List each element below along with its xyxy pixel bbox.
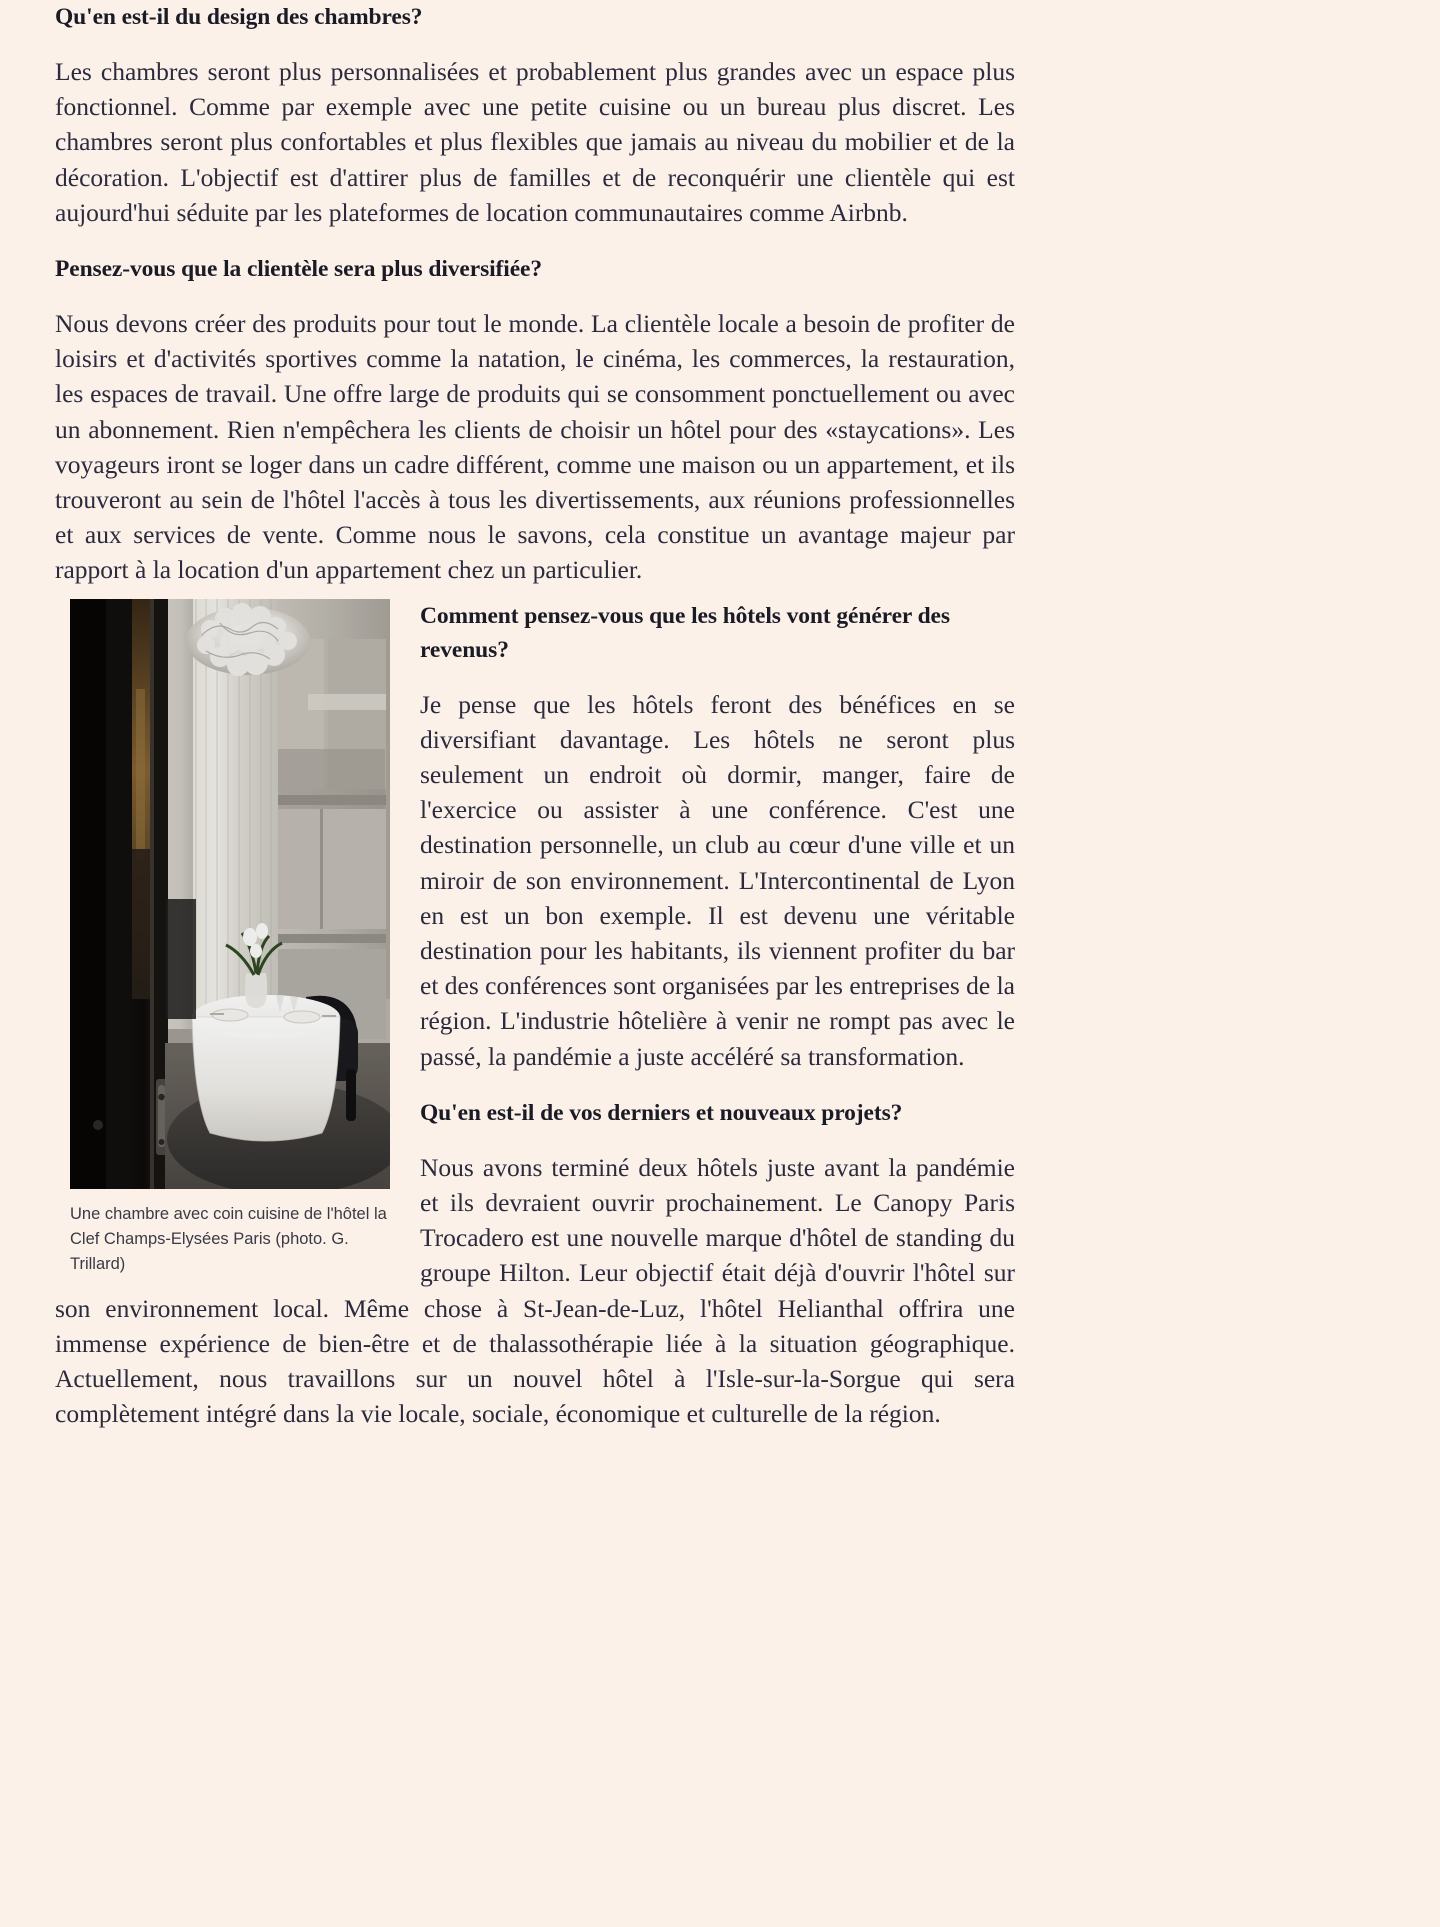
- question-heading-3: Comment pensez-vous que les hôtels vont générer des revenus?: [420, 602, 950, 663]
- answer-paragraph-2: Nous devons créer des produits pour tout le monde. La clientèle locale a besoin de profiter de loisirs et d'activités sportives comme la natation, le cinéma, les commerces, la restauration, les espaces de travail. Une offre large de produits qui se consomment ponctuellement ou avec un abonnement. Rien n'empêchera les clients de choisir un hôtel pour des «staycations». Les voyageurs iront se loger dans un cadre différent, comme une maison ou un appartement, et ils trouveront au sein de l'hôtel l'accès à tous les divertissements, aux réunions professionnelles et aux services de vente. Comme nous le savons, cela constitue un avantage majeur par rapport à la location d'un appartement chez un particulier.: [55, 309, 1015, 585]
- spacer: [55, 286, 1015, 306]
- question-heading-2: Pensez-vous que la clientèle sera plus diversifiée?: [55, 256, 543, 283]
- hotel-room-photo: [70, 599, 390, 1189]
- question-heading-1: Qu'en est-il du design des chambres?: [55, 4, 423, 30]
- answer-paragraph-3: Je pense que les hôtels feront des bénéfices en se diversifiant davantage. Les hôtels ne seront plus seulement un endroit où dormir, manger, faire de l'exercice ou assister à une conférence. C'est une destination personnelle, un club au cœur d'une ville et un miroir de son environnement. L'Intercontinental de Lyon en est un bon exemple. Il est devenu une véritable destination pour les habitants, ils viennent profiter du bar et des conférences sont organisées par les entreprises de la région. L'industrie hôtelière à venir ne rompt pas avec le passé, la pandémie a juste accéléré sa transformation.: [420, 689, 1016, 1071]
- figure-caption: Une chambre avec coin cuisine de l'hôtel la Clef Champs-Elysées Paris (photo. G. Trillard): [70, 1204, 387, 1273]
- answer-paragraph-1: Les chambres seront plus personnalisées et probablement plus grandes avec un espace plus fonctionnel. Comme par exemple avec une petite cuisine ou un bureau plus discret. Les chambres seront plus confortables et plus flexibles que jamais au niveau du mobilier et de la décoration. L'objectif est d'attirer plus de familles et de reconquérir une clientèle qui est aujourd'hui séduite par les plateformes de location communautaires comme Airbnb.: [55, 57, 1015, 227]
- spacer: [55, 34, 1015, 54]
- question-heading-4: Qu'en est-il de vos derniers et nouveaux projets?: [420, 1099, 903, 1126]
- article-figure: [70, 599, 390, 1277]
- hotel-room-photo-graphic: [70, 599, 390, 1189]
- spacer: [55, 230, 1015, 252]
- answer-paragraph-4: Nous avons terminé deux hôtels juste avant la pandémie et ils devraient ouvrir prochainement. Le Canopy Paris Trocadero est une nouvelle marque d'hôtel de standing du groupe Hilton. Leur objectif était déjà d'ouvrir l'hôtel sur son environnement local. Même chose à St-Jean-de-Luz, l'hôtel Helianthal offrira une immense expérience de bien-être et de thalassothérapie liée à la situation géographique. Actuellement, nous travaillons sur un nouvel hôtel à l'Isle-sur-la-Sorgue qui sera complètement intégré dans la vie locale, sociale, économique et culturelle de la région.: [55, 1152, 1015, 1429]
- figure-float-region: [55, 599, 1015, 1432]
- article-body: [55, 0, 1015, 1432]
- spacer: [55, 588, 1015, 599]
